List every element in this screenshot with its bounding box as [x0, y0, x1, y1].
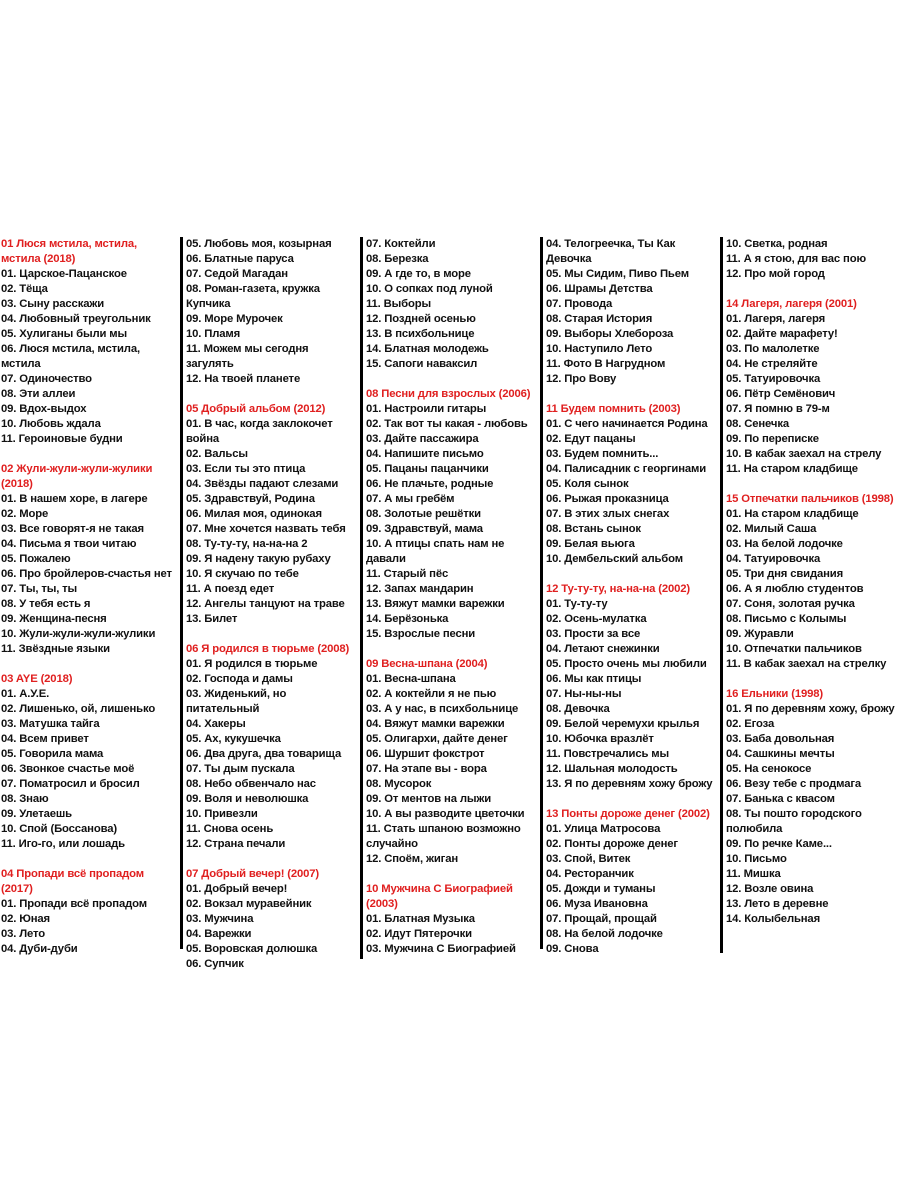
track-item: 08. На белой лодочке — [546, 928, 663, 940]
track-item: 08. У тебя есть я — [1, 598, 91, 610]
album-title: 05 Добрый альбом (2012) — [186, 403, 326, 415]
track-item: 04. Палисадник с георгинами — [546, 463, 707, 475]
track-item: 11. Героиновые будни — [1, 433, 123, 445]
album-title: 02 Жули-жули-жули-жулики (2018) — [1, 463, 153, 490]
track-item: 09. А где то, в море — [366, 268, 471, 280]
track-item: 11. Стать шпаною возможно случайно — [366, 823, 521, 850]
tracklist-column-2 — [180, 237, 360, 970]
track-item: 11. Можем мы сегодня загулять — [186, 343, 309, 370]
track-item: 09. Белая вьюга — [546, 538, 635, 550]
track-item: 03. Спой, Витек — [546, 853, 631, 865]
track-item: 04. Не стреляйте — [726, 358, 818, 370]
track-item: 08. Сенечка — [726, 418, 789, 430]
track-item: 11. В кабак заехал на стрелку — [726, 658, 887, 670]
track-item: 09. Я надену такую рубаху — [186, 553, 331, 565]
track-item: 04. Письма я твои читаю — [1, 538, 137, 550]
track-item: 07. На этапе вы - вора — [366, 763, 487, 775]
album-title: 08 Песни для взрослых (2006) — [366, 388, 531, 400]
tracklist-column-3 — [360, 237, 540, 959]
track-item: 12. Ангелы танцуют на траве — [186, 598, 345, 610]
track-item: 10. В кабак заехал на стрелу — [726, 448, 882, 460]
track-item: 10. А вы разводите цветочки — [366, 808, 525, 820]
track-item: 01. Пропади всё пропадом — [1, 898, 147, 910]
track-item: 04. Всем привет — [1, 733, 89, 745]
track-item: 08. Знаю — [1, 793, 49, 805]
track-item: 03. Все говорят-я не такая — [1, 523, 144, 535]
track-item: 12. Запах мандарин — [366, 583, 474, 595]
album-title: 10 Мужчина С Биографией (2003) — [366, 883, 513, 910]
track-item: 01. Я по деревням хожу, брожу — [726, 703, 895, 715]
album-title: 11 Будем помнить (2003) — [546, 403, 681, 415]
track-item: 07. Я помню в 79-м — [726, 403, 830, 415]
track-item: 08. Золотые решётки — [366, 508, 481, 520]
track-item: 06. Везу тебе с продмага — [726, 778, 862, 790]
track-item: 09. Снова — [546, 943, 599, 955]
track-item: 10. Письмо — [726, 853, 787, 865]
track-item: 03. Будем помнить... — [546, 448, 659, 460]
track-item: 03. По малолетке — [726, 343, 820, 355]
track-item: 01. Ту-ту-ту — [546, 598, 608, 610]
track-item: 12. Шальная молодость — [546, 763, 678, 775]
track-item: 13. Вяжут мамки варежки — [366, 598, 505, 610]
tracklist-column-5 — [720, 237, 900, 953]
track-item: 01. Добрый вечер! — [186, 883, 288, 895]
track-item: 01. Блатная Музыка — [366, 913, 475, 925]
track-item: 12. Про мой город — [726, 268, 825, 280]
track-item: 02. Вокзал муравейник — [186, 898, 312, 910]
track-item: 03. Баба довольная — [726, 733, 835, 745]
track-item: 09. Море Мурочек — [186, 313, 283, 325]
track-item: 05. Олигархи, дайте денег — [366, 733, 508, 745]
track-item: 01. Весна-шпана — [366, 673, 456, 685]
track-item: 05. Дожди и туманы — [546, 883, 656, 895]
track-item: 09. Воля и неволюшка — [186, 793, 309, 805]
track-item: 08. Березка — [366, 253, 429, 265]
track-item: 02. Господа и дамы — [186, 673, 293, 685]
album-title: 13 Понты дороже денег (2002) — [546, 808, 710, 820]
track-item: 11. А поезд едет — [186, 583, 275, 595]
track-item: 04. Звёзды падают слезами — [186, 478, 339, 490]
track-item: 10. Привезли — [186, 808, 258, 820]
track-item: 02. А коктейли я не пью — [366, 688, 497, 700]
track-item: 06. Люся мстила, мстила, мстила — [1, 343, 140, 370]
track-item: 11. Фото В Нагрудном — [546, 358, 666, 370]
track-item: 05. Просто очень мы любили — [546, 658, 707, 670]
track-item: 03. Лето — [1, 928, 45, 940]
track-item: 10. Светка, родная — [726, 238, 828, 250]
track-item: 02. Осень-мулатка — [546, 613, 647, 625]
track-item: 10. Пламя — [186, 328, 241, 340]
track-item: 07. Поматросил и бросил — [1, 778, 140, 790]
track-item: 12. Страна печали — [186, 838, 286, 850]
track-item: 06. Два друга, два товарища — [186, 748, 342, 760]
track-item: 07. Коктейли — [366, 238, 436, 250]
track-item: 13. Лето в деревне — [726, 898, 829, 910]
track-item: 06. Рыжая проказница — [546, 493, 669, 505]
track-item: 10. Наступило Лето — [546, 343, 653, 355]
track-item: 02. Едут пацаны — [546, 433, 636, 445]
album-title: 01 Люся мстила, мстила, мстила (2018) — [1, 238, 137, 265]
album-title: 14 Лагеря, лагеря (2001) — [726, 298, 857, 310]
track-item: 03. Жиденький, но питательный — [186, 688, 287, 715]
track-item: 09. Женщина-песня — [1, 613, 107, 625]
track-item: 06. Милая моя, одинокая — [186, 508, 322, 520]
track-item: 14. Берёзонька — [366, 613, 449, 625]
track-item: 02. Милый Саша — [726, 523, 817, 535]
track-item: 07. Ты дым пускала — [186, 763, 295, 775]
track-item: 07. Мне хочется назвать тебя — [186, 523, 346, 535]
track-item: 05. Пожалею — [1, 553, 71, 565]
track-item: 13. Я по деревням хожу брожу — [546, 778, 713, 790]
track-item: 11. На старом кладбище — [726, 463, 858, 475]
track-item: 04. Телогреечка, Ты Как Девочка — [546, 238, 676, 265]
track-item: 05. Говорила мама — [1, 748, 104, 760]
track-item: 14. Блатная молодежь — [366, 343, 489, 355]
track-item: 05. На сенокосе — [726, 763, 812, 775]
track-item: 10. Юбочка вразлёт — [546, 733, 654, 745]
track-item: 09. Белой черемухи крылья — [546, 718, 700, 730]
album-title: 12 Ту-ту-ту, на-на-на (2002) — [546, 583, 691, 595]
track-item: 09. Журавли — [726, 628, 794, 640]
track-item: 01. В нашем хоре, в лагере — [1, 493, 148, 505]
track-item: 12. Споём, жиган — [366, 853, 459, 865]
track-item: 02. Идут Пятерочки — [366, 928, 472, 940]
track-item: 06. Пётр Семёнович — [726, 388, 836, 400]
album-title: 04 Пропади всё пропадом (2017) — [1, 868, 144, 895]
track-item: 10. Я скучаю по тебе — [186, 568, 299, 580]
track-item: 04. Дуби-дуби — [1, 943, 78, 955]
track-item: 15. Взрослые песни — [366, 628, 476, 640]
track-item: 03. Сыну расскажи — [1, 298, 104, 310]
track-item: 12. На твоей планете — [186, 373, 301, 385]
track-item: 02. Вальсы — [186, 448, 248, 460]
track-item: 12. Возле овина — [726, 883, 814, 895]
track-item: 01. Я родился в тюрьме — [186, 658, 318, 670]
track-item: 08. Письмо с Колымы — [726, 613, 847, 625]
track-item: 11. Снова осень — [186, 823, 274, 835]
track-item: 07. Ты, ты, ты — [1, 583, 78, 595]
track-item: 03. Дайте пассажира — [366, 433, 479, 445]
track-item: 11. А я стою, для вас пою — [726, 253, 866, 265]
track-item: 11. Мишка — [726, 868, 781, 880]
track-item: 03. Мужчина — [186, 913, 254, 925]
track-item: 06. Мы как птицы — [546, 673, 642, 685]
track-item: 01. С чего начинается Родина — [546, 418, 708, 430]
track-item: 04. Хакеры — [186, 718, 246, 730]
track-item: 04. Сашкины мечты — [726, 748, 835, 760]
track-item: 06. Шрамы Детства — [546, 283, 653, 295]
track-item: 04. Ресторанчик — [546, 868, 634, 880]
track-item: 11. Старый пёс — [366, 568, 449, 580]
track-item: 10. А птицы спать нам не давали — [366, 538, 505, 565]
track-item: 07. Прощай, прощай — [546, 913, 657, 925]
track-item: 09. По речке Каме... — [726, 838, 832, 850]
track-item: 11. Иго-го, или лошадь — [1, 838, 125, 850]
track-item: 15. Сапоги наваксил — [366, 358, 478, 370]
track-item: 11. Повстречались мы — [546, 748, 669, 760]
track-item: 03. А у нас, в психбольнице — [366, 703, 519, 715]
track-item: 09. По переписке — [726, 433, 819, 445]
track-item: 05. Татуировочка — [726, 373, 821, 385]
track-item: 08. Девочка — [546, 703, 610, 715]
track-item: 04. Варежки — [186, 928, 252, 940]
track-item: 03. Матушка тайга — [1, 718, 100, 730]
track-item: 05. Коля сынок — [546, 478, 629, 490]
album-title: 03 AYE (2018) — [1, 673, 73, 685]
track-item: 06. Звонкое счастье моё — [1, 763, 135, 775]
track-item: 03. Мужчина С Биографией — [366, 943, 516, 955]
track-item: 05. Здравствуй, Родина — [186, 493, 315, 505]
track-item: 04. Напишите письмо — [366, 448, 484, 460]
track-item: 06. А я люблю студентов — [726, 583, 864, 595]
track-item: 05. Мы Сидим, Пиво Пьем — [546, 268, 689, 280]
track-item: 07. Банька с квасом — [726, 793, 835, 805]
track-item: 05. Ах, кукушечка — [186, 733, 281, 745]
tracklist-sheet — [0, 237, 900, 970]
track-item: 04. Летают снежинки — [546, 643, 660, 655]
track-item: 04. Татуировочка — [726, 553, 821, 565]
track-item: 08. Эти аллеи — [1, 388, 76, 400]
track-item: 07. Одиночество — [1, 373, 92, 385]
track-item: 03. Прости за все — [546, 628, 641, 640]
album-title: 09 Весна-шпана (2004) — [366, 658, 488, 670]
track-item: 07. Провода — [546, 298, 613, 310]
track-item: 05. Пацаны пацанчики — [366, 463, 489, 475]
track-item: 01. А.У.Е. — [1, 688, 50, 700]
track-item: 06. Блатные паруса — [186, 253, 294, 265]
track-item: 08. Встань сынок — [546, 523, 641, 535]
track-item: 02. Так вот ты какая - любовь — [366, 418, 528, 430]
track-item: 07. Ны-ны-ны — [546, 688, 622, 700]
track-item: 01. В час, когда заклокочет война — [186, 418, 333, 445]
track-item: 02. Дайте марафету! — [726, 328, 838, 340]
track-item: 06. Муза Ивановна — [546, 898, 648, 910]
track-item: 10. Жули-жули-жули-жулики — [1, 628, 156, 640]
track-item: 09. От ментов на лыжи — [366, 793, 492, 805]
track-item: 11. Звёздные языки — [1, 643, 110, 655]
track-item: 13. Билет — [186, 613, 238, 625]
track-item: 01. Царское-Пацанское — [1, 268, 127, 280]
track-item: 01. Лагеря, лагеря — [726, 313, 826, 325]
track-item: 03. На белой лодочке — [726, 538, 843, 550]
track-item: 02. Море — [1, 508, 49, 520]
track-item: 04. Вяжут мамки варежки — [366, 718, 505, 730]
track-item: 09. Выборы Хлебороза — [546, 328, 674, 340]
album-title: 16 Ельники (1998) — [726, 688, 823, 700]
track-item: 14. Колыбельная — [726, 913, 821, 925]
track-item: 08. Небо обвенчало нас — [186, 778, 316, 790]
track-item: 08. Роман-газета, кружка Купчика — [186, 283, 320, 310]
track-item: 09. Здравствуй, мама — [366, 523, 483, 535]
track-item: 02. Понты дороже денег — [546, 838, 678, 850]
track-item: 01. Улица Матросова — [546, 823, 661, 835]
tracklist-column-4 — [540, 237, 720, 955]
track-item: 12. Поздней осенью — [366, 313, 476, 325]
track-item: 09. Вдох-выдох — [1, 403, 87, 415]
track-item: 02. Тёща — [1, 283, 48, 295]
track-item: 07. В этих злых снегах — [546, 508, 670, 520]
album-title: 07 Добрый вечер! (2007) — [186, 868, 320, 880]
album-title: 15 Отпечатки пальчиков (1998) — [726, 493, 894, 505]
track-item: 11. Выборы — [366, 298, 431, 310]
track-item: 06. Не плачьте, родные — [366, 478, 494, 490]
track-item: 07. Седой Магадан — [186, 268, 288, 280]
track-item: 02. Егоза — [726, 718, 775, 730]
album-title: 06 Я родился в тюрьме (2008) — [186, 643, 350, 655]
track-item: 07. Соня, золотая ручка — [726, 598, 855, 610]
track-item: 13. В психбольнице — [366, 328, 475, 340]
track-item: 07. А мы гребём — [366, 493, 455, 505]
track-item: 05. Хулиганы были мы — [1, 328, 127, 340]
track-item: 10. Дембельский альбом — [546, 553, 683, 565]
track-item: 08. Старая История — [546, 313, 653, 325]
track-item: 01. Настроили гитары — [366, 403, 487, 415]
track-item: 05. Воровская долюшка — [186, 943, 318, 955]
track-item: 08. Ты пошто городского полюбила — [726, 808, 862, 835]
track-item: 06. Супчик — [186, 958, 244, 970]
track-item: 04. Любовный треугольник — [1, 313, 151, 325]
track-item: 06. Про бройлеров-счастья нет — [1, 568, 172, 580]
track-item: 10. Любовь ждала — [1, 418, 101, 430]
track-item: 12. Про Вову — [546, 373, 617, 385]
track-item: 05. Три дня свидания — [726, 568, 844, 580]
track-item: 06. Шуршит фокстрот — [366, 748, 485, 760]
track-item: 05. Любовь моя, козырная — [186, 238, 332, 250]
tracklist-column-1 — [0, 237, 180, 957]
track-item: 08. Ту-ту-ту, на-на-на 2 — [186, 538, 308, 550]
track-item: 02. Юная — [1, 913, 50, 925]
track-item: 09. Улетаешь — [1, 808, 72, 820]
track-item: 10. О сопках под луной — [366, 283, 493, 295]
track-item: 10. Спой (Боссанова) — [1, 823, 117, 835]
track-item: 03. Если ты это птица — [186, 463, 306, 475]
track-item: 02. Лишенько, ой, лишенько — [1, 703, 156, 715]
track-item: 10. Отпечатки пальчиков — [726, 643, 862, 655]
track-item: 01. На старом кладбище — [726, 508, 859, 520]
track-item: 08. Мусорок — [366, 778, 432, 790]
